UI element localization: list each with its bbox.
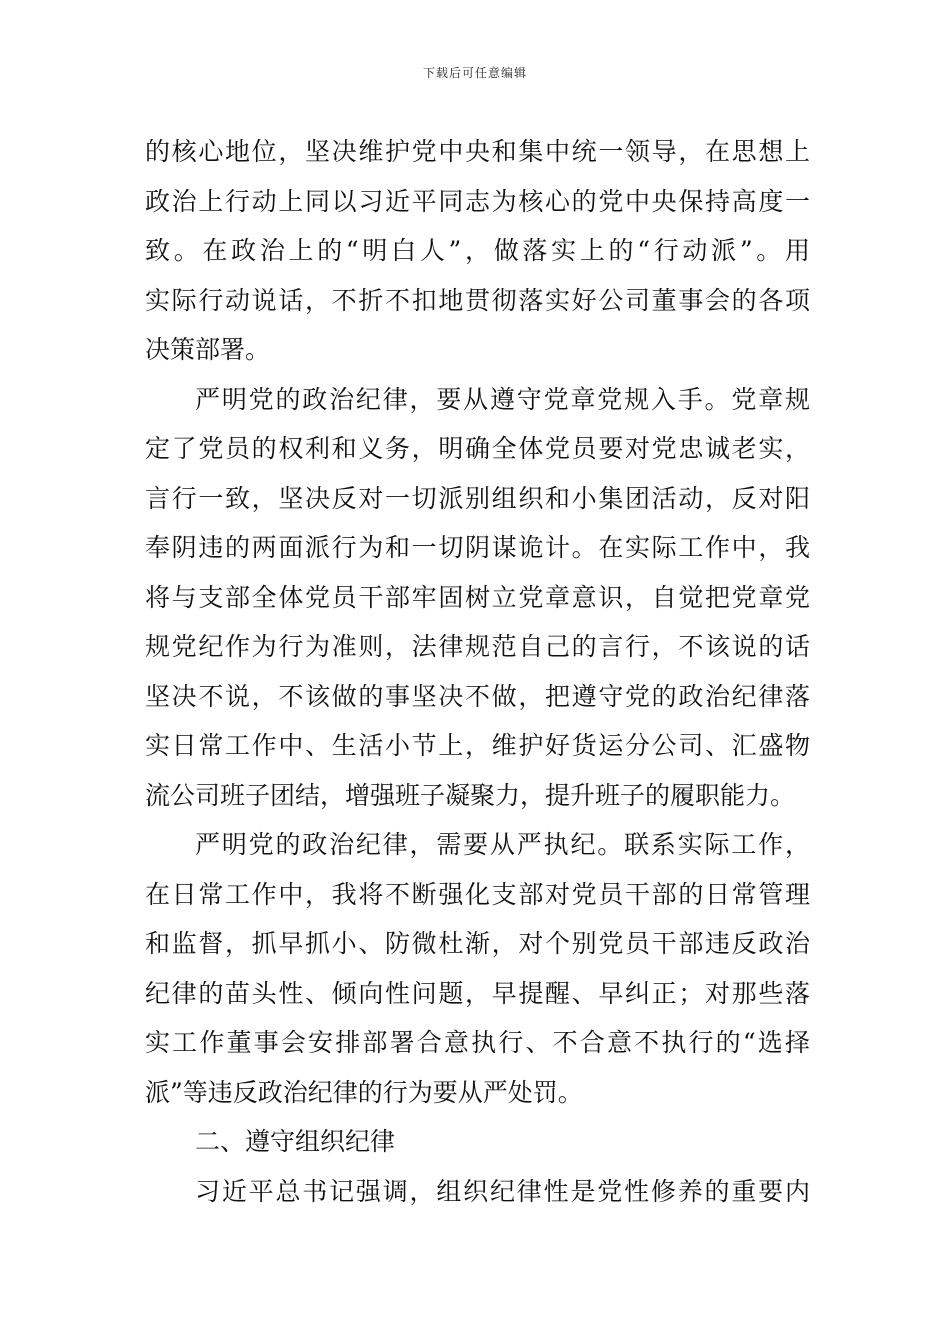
text-line: 规党纪作为行为准则，法律规范自己的言行，不该说的话 [145, 632, 810, 661]
text-line: 实际行动说话，不折不扣地贯彻落实好公司董事会的各项 [145, 285, 810, 315]
text-line: 奉阴违的两面派行为和一切阴谋诡计。在实际工作中，我 [145, 533, 810, 562]
header-note: 下载后可任意编辑 [422, 66, 527, 80]
text-line: 实工作董事会安排部署合意执行、不合意不执行的“选择 [145, 1028, 810, 1057]
text-line: 将与支部全体党员干部牢固树立党章意识，自觉把党章党 [145, 582, 810, 612]
text-line: 坚决不说，不该做的事坚决不做，把遵守党的政治纪律落 [145, 681, 810, 711]
document-body [145, 127, 810, 1216]
text-line: 流公司班子团结，增强班子凝聚力，提升班子的履职能力。 [145, 780, 796, 810]
text-line: 政治上行动上同以习近平同志为核心的党中央保持高度一 [145, 186, 810, 216]
text-line: 严明党的政治纪律，需要从严执纪。联系实际工作， [195, 830, 810, 859]
text-line: 致。在政治上的“明白人”，做落实上的“行动派”。用 [145, 236, 810, 265]
text-line: 和监督，抓早抓小、防微杜渐，对个别党员干部违反政治 [145, 929, 810, 958]
text-line: 的核心地位，坚决维护党中央和集中统一领导，在思想上 [145, 137, 810, 166]
text-line: 实日常工作中、生活小节上，维护好货运分公司、汇盛物 [145, 731, 810, 760]
text-line: 言行一致，坚决反对一切派别组织和小集团活动，反对阳 [145, 483, 810, 513]
text-line: 派”等违反政治纪律的行为要从严处罚。 [145, 1077, 583, 1107]
text-line: 在日常工作中，我将不断强化支部对党员干部的日常管理 [145, 879, 810, 909]
text-line: 严明党的政治纪律，要从遵守党章党规入手。党章规 [195, 384, 810, 414]
text-line: 决策部署。 [145, 335, 271, 364]
text-line: 二、遵守组织纪律 [195, 1127, 396, 1156]
text-line: 定了党员的权利和义务，明确全体党员要对党忠诚老实， [145, 434, 810, 463]
text-line: 习近平总书记强调，组织纪律性是党性修养的重要内 [195, 1176, 810, 1206]
text-line: 纪律的苗头性、倾向性问题，早提醒、早纠正；对那些落 [145, 978, 810, 1008]
